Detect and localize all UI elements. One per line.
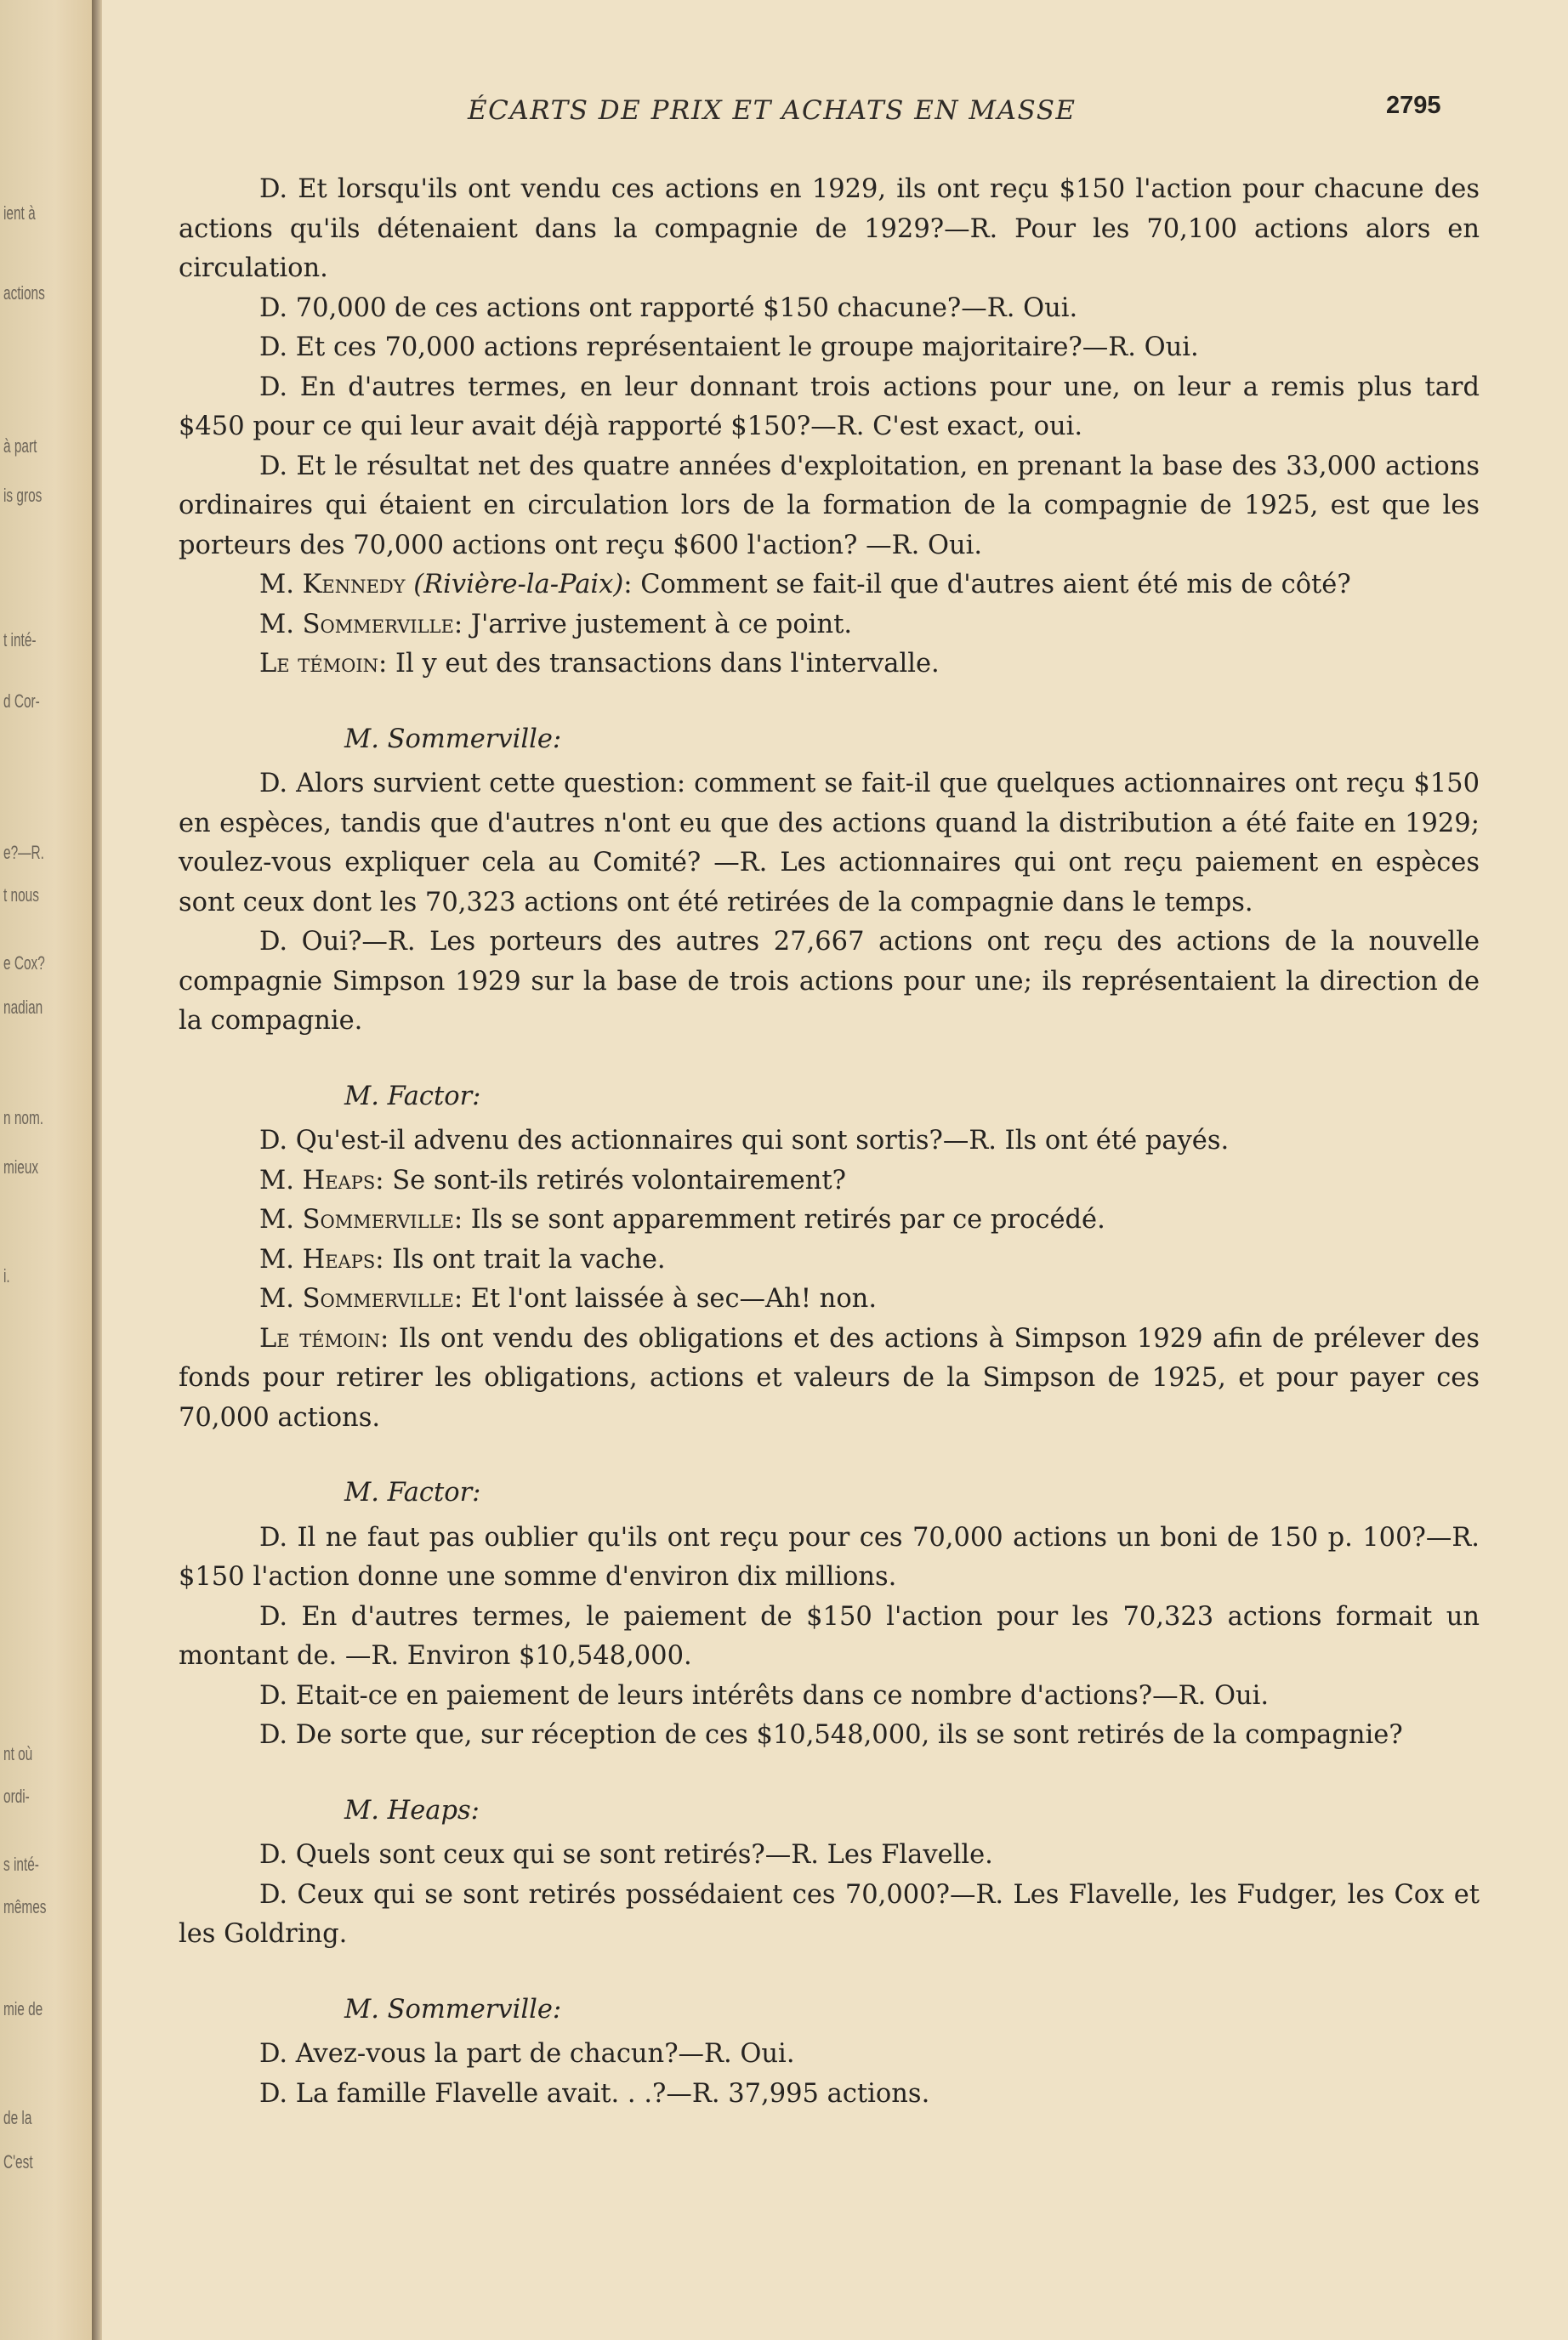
speaker-riding: (Rivière-la-Paix) xyxy=(413,570,624,599)
speaker-name: M. Kennedy xyxy=(259,570,406,599)
paragraph: D. En d'autres termes, le paiement de $150 l'action pour les 70,323 actions formait un montant de. —R. Environ $10,548,000. xyxy=(179,1601,1480,1671)
document-page xyxy=(179,0,1480,2340)
paragraph: D. 70,000 de ces actions ont rapporté $150 chacune?—R. Oui. xyxy=(259,292,1078,323)
speaker-paragraph xyxy=(179,1320,1480,1439)
gutter-fragment: t nous xyxy=(3,884,39,906)
gutter-fragment: de la xyxy=(3,2107,32,2128)
paragraph: D. Oui?—R. Les porteurs des autres 27,667 actions ont reçu des actions de la nouvelle compagnie Simpson 1929 sur la base de trois actions pour une; ils représentaient la direction de la compagnie. xyxy=(179,927,1480,1036)
paragraph: D. Et le résultat net des quatre années d'exploitation, en prenant la base des 33,000 actions ordinaires qui étaient en circulation lors de la formation de la compagnie de 1925, est que les porteurs des 70,000 actions ont reçu $600 l'action? —R. Oui. xyxy=(179,451,1480,560)
speech-text: : J'arrive justement à ce point. xyxy=(453,609,853,639)
speaker-paragraph xyxy=(179,645,1480,684)
speaker-paragraph xyxy=(179,1161,1480,1201)
speech-text: : Il y eut des transactions dans l'intervalle. xyxy=(378,649,940,679)
gutter-fragment: i. xyxy=(3,1265,10,1286)
speaker-paragraph xyxy=(179,1241,1480,1281)
gutter-fragment: t inté- xyxy=(3,629,37,650)
gutter-fragment: à part xyxy=(3,435,37,457)
paragraph: D. Alors survient cette question: comment se fait-il que quelques actionnaires ont reçu $150 en espèces, tandis que d'autres n'ont eu que des actions quand la distribution a été faite en 1929; voulez-vous expliquer cela au Comité? —R. Les actionnaires qui ont reçu paiement en espèces sont ceux dont les 70,323 actions ont été retirées de la compagnie dans le temps. xyxy=(179,769,1480,917)
gutter-fragment: is gros xyxy=(3,485,43,506)
paragraph: D. Il ne faut pas oublier qu'ils ont reçu pour ces 70,000 actions un boni de 150 p. 100?—R. $150 l'action donne une somme d'environ dix millions. xyxy=(179,1522,1480,1592)
examiner-heading: M. Sommerville: xyxy=(344,1994,562,2025)
paragraph: D. La famille Flavelle avait. . .?—R. 37,995 actions. xyxy=(259,2078,930,2109)
speaker-name: Le témoin xyxy=(259,1323,380,1354)
gutter-fragment: C'est xyxy=(3,2151,33,2172)
paragraph: D. Quels sont ceux qui se sont retirés?—R. Les Flavelle. xyxy=(259,1840,993,1870)
gutter-fragment: mie de xyxy=(3,1998,43,2019)
examiner-heading: M. Factor: xyxy=(344,1081,481,1111)
speaker-paragraph xyxy=(179,605,1480,645)
speech-text: : Et l'ont laissée à sec—Ah! non. xyxy=(453,1284,878,1314)
gutter-fragment: mêmes xyxy=(3,1896,47,1917)
speaker-name: Le témoin xyxy=(259,649,379,679)
speech-text: : Ils se sont apparemment retirés par ce procédé. xyxy=(453,1205,1105,1235)
paragraph: D. Et lorsqu'ils ont vendu ces actions en 1929, ils ont reçu $150 l'action pour chacune des actions qu'ils détenaient dans la compagnie de 1929?—R. Pour les 70,100 actions alors en circulation. xyxy=(179,174,1480,283)
speaker-paragraph xyxy=(179,1280,1480,1320)
examiner-heading: M. Sommerville: xyxy=(344,724,562,754)
paragraph: D. Et ces 70,000 actions représentaient le groupe majoritaire?—R. Oui. xyxy=(259,332,1199,362)
speech-text: : Ils ont trait la vache. xyxy=(375,1244,666,1275)
paragraph: D. Etait-ce en paiement de leurs intérêts dans ce nombre d'actions?—R. Oui. xyxy=(259,1680,1270,1711)
book-spine-shadow xyxy=(92,0,102,2340)
gutter-fragment: nt où xyxy=(3,1743,33,1764)
body-text xyxy=(179,170,1480,2114)
paragraph: D. Ceux qui se sont retirés possédaient ces 70,000?—R. Les Flavelle, les Fudger, les Cox et les Goldring. xyxy=(179,1879,1480,1949)
speaker-paragraph xyxy=(179,1201,1480,1241)
speaker-paragraph xyxy=(179,565,1480,605)
examiner-heading: M. Heaps: xyxy=(344,1795,480,1826)
gutter-fragment: n nom. xyxy=(3,1107,44,1128)
examiner-heading: M. Factor: xyxy=(344,1478,481,1508)
speech-text: : Comment se fait-il que d'autres aient été mis de côté? xyxy=(623,570,1351,599)
speaker-name: M. Sommerville xyxy=(259,1205,454,1235)
adjacent-page-margin xyxy=(0,0,92,2340)
speaker-name: M. Sommerville xyxy=(259,1284,454,1314)
gutter-fragment: d Cor- xyxy=(3,690,40,712)
speaker-name: M. Heaps xyxy=(259,1244,376,1275)
speaker-name: M. Sommerville xyxy=(259,609,454,639)
paragraph: D. En d'autres termes, en leur donnant trois actions pour une, on leur a remis plus tard $450 pour ce qui leur avait déjà rapporté $150?—R. C'est exact, oui. xyxy=(179,372,1480,441)
speech-text: : Ils ont vendu des obligations et des actions à Simpson 1929 afin de prélever des fonds pour retirer les obligations, actions et valeurs de la Simpson de 1925, et pour payer ces 70,000 actions. xyxy=(179,1323,1480,1433)
page-number: 2795 xyxy=(1386,92,1441,119)
paragraph: D. De sorte que, sur réception de ces $10,548,000, ils se sont retirés de la compagnie? xyxy=(259,1720,1403,1750)
gutter-fragment: mieux xyxy=(3,1156,39,1178)
gutter-fragment: actions xyxy=(3,282,45,304)
speaker-name: M. Heaps xyxy=(259,1165,376,1196)
gutter-fragment: ordi- xyxy=(3,1786,30,1807)
running-title: ÉCARTS DE PRIX ET ACHATS EN MASSE xyxy=(468,95,1077,126)
gutter-fragment: nadian xyxy=(3,997,43,1018)
gutter-fragment: s inté- xyxy=(3,1854,39,1875)
gutter-fragment: ient à xyxy=(3,202,36,224)
paragraph: D. Avez-vous la part de chacun?—R. Oui. xyxy=(259,2039,795,2069)
speech-text: : Se sont-ils retirés volontairement? xyxy=(375,1165,846,1196)
gutter-fragment: e Cox? xyxy=(3,952,45,974)
paragraph: D. Qu'est-il advenu des actionnaires qui sont sortis?—R. Ils ont été payés. xyxy=(259,1126,1230,1156)
gutter-fragment: e?—R. xyxy=(3,842,44,863)
